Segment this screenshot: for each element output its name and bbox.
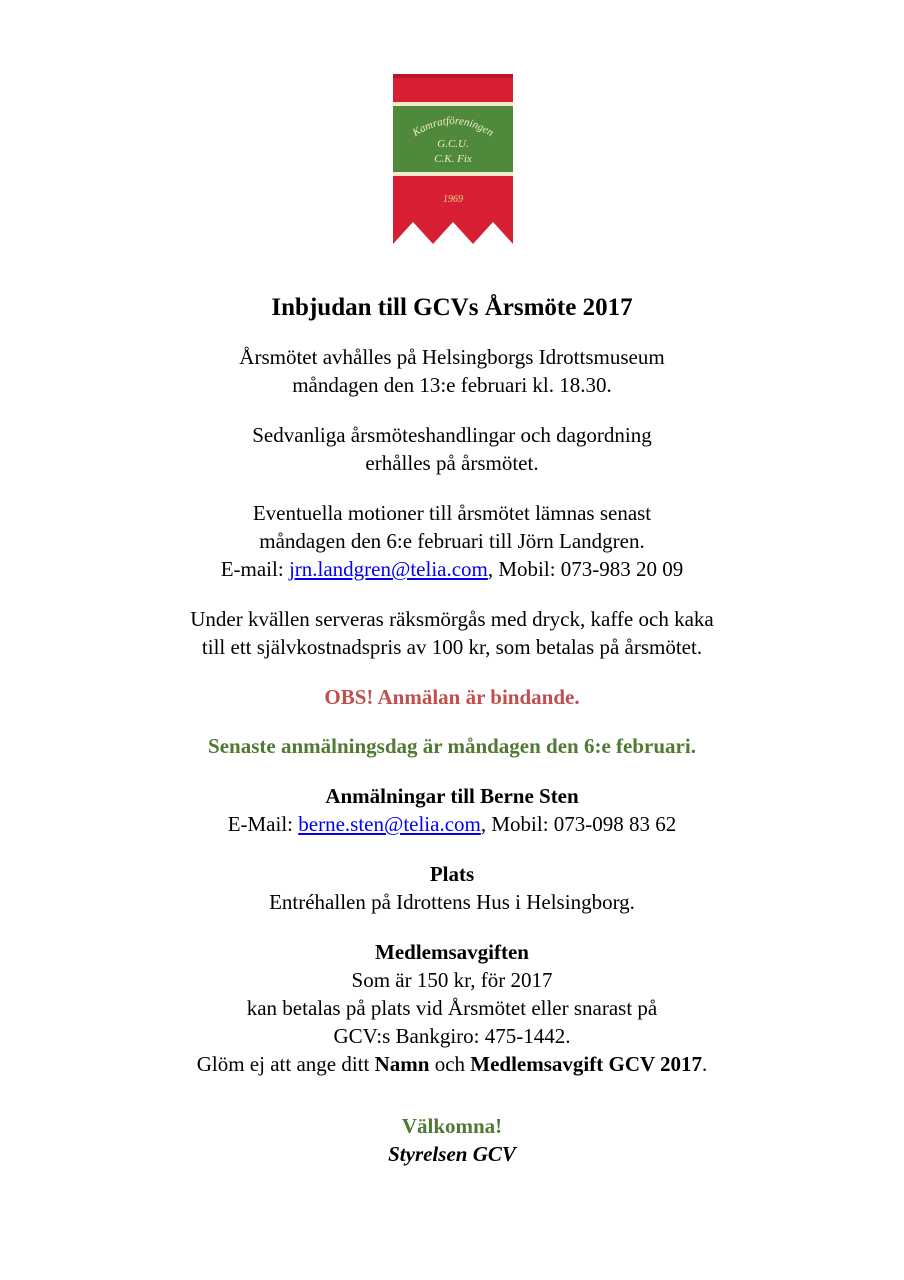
registration-mobile: , Mobil: 073-098 83 62 bbox=[480, 812, 677, 836]
registration-paragraph bbox=[0, 782, 904, 838]
pennant-ckfix-text: C.K. Fix bbox=[434, 153, 472, 165]
motions-email-label: E-mail: bbox=[220, 557, 289, 581]
agenda-line-1: Sedvanliga årsmöteshandlingar och dagordning bbox=[252, 423, 652, 447]
fee-name-emphasis: Namn bbox=[374, 1052, 430, 1076]
berne-email-link[interactable]: berne.sten@telia.com bbox=[298, 812, 481, 836]
signature-text: Styrelsen GCV bbox=[388, 1142, 516, 1166]
food-line-1: Under kvällen serveras räksmörgås med dryck, kaffe och kaka bbox=[190, 607, 714, 631]
fee-paragraph bbox=[0, 938, 904, 1078]
pennant-club-text: Kamratföreningen bbox=[410, 114, 496, 139]
intro-line-2: måndagen den 13:e februari kl. 18.30. bbox=[292, 373, 612, 397]
registration-heading: Anmälningar till Berne Sten bbox=[325, 784, 579, 808]
deadline-notice: Senaste anmälningsdag är måndagen den 6:e februari. bbox=[208, 734, 696, 758]
fee-line-3: GCV:s Bankgiro: 475-1442. bbox=[333, 1024, 571, 1048]
deadline-paragraph bbox=[0, 732, 904, 760]
agenda-line-2: erhålles på årsmötet. bbox=[365, 451, 539, 475]
intro-paragraph bbox=[0, 343, 904, 399]
fee-line-2: kan betalas på plats vid Årsmötet eller snarast på bbox=[246, 996, 658, 1020]
motions-line-1: Eventuella motioner till årsmötet lämnas senast bbox=[252, 501, 652, 525]
page-title: Inbjudan till GCVs Årsmöte 2017 bbox=[271, 294, 633, 321]
motions-contact-line bbox=[0, 555, 904, 583]
food-paragraph bbox=[0, 605, 904, 661]
fee-heading: Medlemsavgiften bbox=[375, 940, 529, 964]
motions-line-2: måndagen den 6:e februari till Jörn Landgren. bbox=[259, 529, 645, 553]
pennant-year-text: 1969 bbox=[443, 194, 463, 205]
registration-email-label: E-Mail: bbox=[227, 812, 299, 836]
registration-contact-line bbox=[0, 810, 904, 838]
place-paragraph bbox=[0, 860, 904, 916]
place-heading: Plats bbox=[429, 862, 475, 886]
obs-notice: OBS! Anmälan är bindande. bbox=[324, 685, 580, 709]
place-text: Entréhallen på Idrottens Hus i Helsingborg. bbox=[269, 890, 635, 914]
intro-line-1: Årsmötet avhålles på Helsingborgs Idrottsmuseum bbox=[239, 345, 665, 369]
welcome-text: Välkomna! bbox=[401, 1114, 503, 1138]
fee-fee-emphasis: Medlemsavgift GCV 2017 bbox=[470, 1052, 703, 1076]
club-pennant-logo bbox=[393, 74, 513, 244]
invitation-content bbox=[0, 290, 904, 1190]
motions-paragraph bbox=[0, 499, 904, 583]
fee-line-1: Som är 150 kr, för 2017 bbox=[351, 968, 553, 992]
jorn-email-link[interactable]: jrn.landgren@telia.com bbox=[288, 557, 488, 581]
closing-paragraph bbox=[0, 1112, 904, 1168]
agenda-paragraph bbox=[0, 421, 904, 477]
motions-mobile: , Mobil: 073-983 20 09 bbox=[487, 557, 684, 581]
fee-line-4: Glöm ej att ange ditt Namn och Medlemsavgift GCV 2017. bbox=[196, 1052, 708, 1076]
obs-paragraph bbox=[0, 683, 904, 711]
pennant-gcu-text: G.C.U. bbox=[437, 138, 469, 150]
food-line-2: till ett självkostnadspris av 100 kr, som betalas på årsmötet. bbox=[201, 635, 703, 659]
